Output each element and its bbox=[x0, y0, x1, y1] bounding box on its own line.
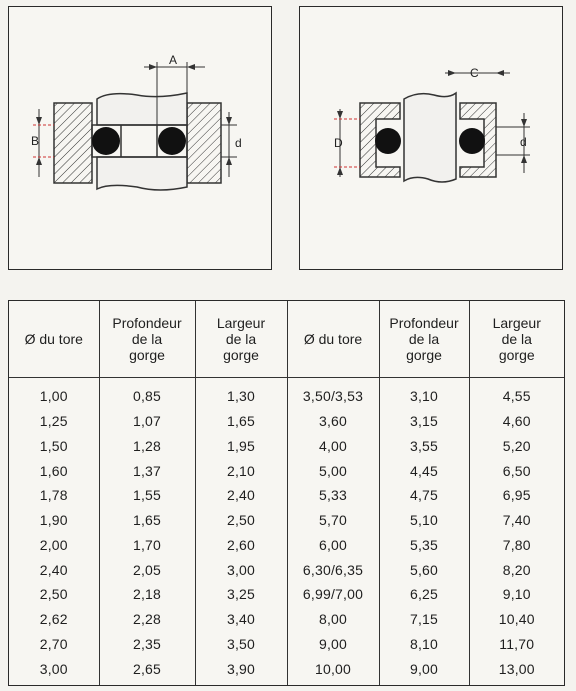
table-body bbox=[9, 378, 564, 686]
table-cell: 3,90 bbox=[195, 656, 287, 685]
groove-dimensions-table bbox=[8, 300, 565, 686]
table-cell: 1,30 bbox=[195, 378, 287, 409]
column-header-line: de la bbox=[408, 331, 440, 347]
table-cell: 5,20 bbox=[502, 437, 531, 454]
table-cell: 6,30/6,35 bbox=[287, 557, 379, 582]
table-row bbox=[9, 378, 564, 409]
table-cell: 4,75 bbox=[379, 483, 469, 508]
table-cell: 2,35 bbox=[99, 631, 195, 656]
o-ring-section-left bbox=[92, 127, 120, 155]
table-cell: 4,60 bbox=[502, 413, 531, 430]
table-row bbox=[9, 508, 564, 533]
dim-label-d-upper: D bbox=[334, 136, 343, 150]
table-cell: 9,10 bbox=[502, 586, 531, 603]
table-cell: 8,00 bbox=[287, 607, 379, 632]
groove-diagram-axial bbox=[8, 6, 272, 270]
table-cell: 1,65 bbox=[99, 508, 195, 533]
table-cell: 7,15 bbox=[379, 607, 469, 632]
table-cell: 2,40 bbox=[195, 483, 287, 508]
table-cell: 1,25 bbox=[9, 409, 99, 434]
table-row bbox=[9, 557, 564, 582]
dim-label-c: C bbox=[470, 66, 479, 80]
table-row bbox=[9, 607, 564, 632]
table-cell: 11,70 bbox=[499, 635, 535, 652]
table-cell: 5,60 bbox=[379, 557, 469, 582]
table-cell: 6,50 bbox=[502, 462, 531, 479]
table-cell: 5,00 bbox=[287, 458, 379, 483]
table-cell: 1,00 bbox=[9, 378, 99, 409]
table-row bbox=[9, 434, 564, 459]
table-cell: 2,50 bbox=[195, 508, 287, 533]
table-row bbox=[9, 458, 564, 483]
table-cell: 7,80 bbox=[502, 536, 531, 553]
table-cell: 6,25 bbox=[379, 582, 469, 607]
table-cell: 3,40 bbox=[195, 607, 287, 632]
column-header bbox=[379, 301, 469, 378]
table-cell: 1,65 bbox=[195, 409, 287, 434]
table-cell: 7,40 bbox=[502, 512, 531, 529]
table-cell: 1,60 bbox=[9, 458, 99, 483]
table-cell: 2,05 bbox=[99, 557, 195, 582]
table-cell: 8,20 bbox=[502, 561, 531, 578]
table-cell: 3,50/3,53 bbox=[287, 378, 379, 409]
column-header-line: de la bbox=[225, 331, 257, 347]
column-header-line: de la bbox=[131, 331, 163, 347]
table-cell: 2,50 bbox=[9, 582, 99, 607]
shaft-top bbox=[97, 93, 187, 125]
column-header-line: gorge bbox=[223, 347, 259, 363]
shaft bbox=[404, 93, 456, 182]
table-cell: 3,00 bbox=[9, 656, 99, 685]
groove-diagram-radial-drawing bbox=[300, 7, 562, 269]
column-header-line: gorge bbox=[406, 347, 442, 363]
groove-diagram-radial bbox=[299, 6, 563, 270]
shaft-bottom bbox=[97, 157, 187, 190]
table-cell: 5,35 bbox=[379, 532, 469, 557]
table-cell: 2,65 bbox=[99, 656, 195, 685]
table-row bbox=[9, 483, 564, 508]
table-cell: 6,00 bbox=[287, 532, 379, 557]
table-cell: 1,78 bbox=[9, 483, 99, 508]
table-cell: 1,37 bbox=[99, 458, 195, 483]
table-cell: 10,00 bbox=[287, 656, 379, 685]
column-header-line: Profondeur bbox=[112, 315, 182, 331]
table-cell: 5,70 bbox=[287, 508, 379, 533]
table-cell: 2,70 bbox=[9, 631, 99, 656]
table-cell: 3,00 bbox=[195, 557, 287, 582]
table-cell: 3,25 bbox=[195, 582, 287, 607]
dim-label-d-left: d bbox=[235, 136, 242, 150]
table-cell: 2,00 bbox=[9, 532, 99, 557]
table-cell: 6,99/7,00 bbox=[287, 582, 379, 607]
table-cell: 4,00 bbox=[287, 434, 379, 459]
table-row bbox=[9, 582, 564, 607]
table-cell: 5,33 bbox=[287, 483, 379, 508]
table-cell: 1,50 bbox=[9, 434, 99, 459]
table-cell: 2,62 bbox=[9, 607, 99, 632]
table-cell: 10,40 bbox=[498, 611, 535, 628]
table-cell: 3,15 bbox=[379, 409, 469, 434]
column-header-line: Ø du tore bbox=[24, 331, 83, 347]
table-header-row bbox=[9, 301, 564, 378]
column-header bbox=[469, 301, 564, 378]
o-ring-section-right bbox=[158, 127, 186, 155]
table-cell: 1,55 bbox=[99, 483, 195, 508]
table-cell: 1,70 bbox=[99, 532, 195, 557]
table-cell: 8,10 bbox=[379, 631, 469, 656]
table-cell: 3,10 bbox=[379, 378, 469, 409]
table-row bbox=[9, 532, 564, 557]
table-cell: 2,40 bbox=[9, 557, 99, 582]
column-header bbox=[195, 301, 287, 378]
table-cell: 2,18 bbox=[99, 582, 195, 607]
table-cell: 4,55 bbox=[502, 388, 531, 405]
table-cell: 3,55 bbox=[379, 434, 469, 459]
table-cell: 9,00 bbox=[379, 656, 469, 685]
table-cell: 3,60 bbox=[287, 409, 379, 434]
column-header bbox=[287, 301, 379, 378]
table-cell: 1,07 bbox=[99, 409, 195, 434]
table-cell: 13,00 bbox=[498, 660, 535, 677]
o-ring-section-right bbox=[459, 128, 485, 154]
column-header-line: de la bbox=[501, 331, 532, 347]
column-header-line: Ø du tore bbox=[303, 331, 363, 347]
table-cell: 2,10 bbox=[195, 458, 287, 483]
column-header bbox=[99, 301, 195, 378]
column-header-line: Largeur bbox=[216, 315, 266, 331]
table-cell: 5,10 bbox=[379, 508, 469, 533]
dim-label-a: A bbox=[169, 53, 178, 67]
column-header bbox=[9, 301, 99, 378]
table-cell: 4,45 bbox=[379, 458, 469, 483]
table-cell: 1,95 bbox=[195, 434, 287, 459]
o-ring-section-left bbox=[375, 128, 401, 154]
column-header-line: gorge bbox=[498, 347, 535, 363]
dim-label-d-right: d bbox=[520, 135, 527, 149]
table-row bbox=[9, 631, 564, 656]
table-cell: 1,28 bbox=[99, 434, 195, 459]
table-cell: 2,60 bbox=[195, 532, 287, 557]
dimensions-table bbox=[9, 301, 564, 685]
table-row bbox=[9, 409, 564, 434]
table-row bbox=[9, 656, 564, 685]
table-cell: 6,95 bbox=[502, 487, 531, 504]
housing-right bbox=[187, 103, 221, 183]
housing-left bbox=[54, 103, 92, 183]
table-cell: 9,00 bbox=[287, 631, 379, 656]
column-header-line: Largeur bbox=[492, 315, 541, 331]
groove-diagram-axial-drawing bbox=[9, 7, 271, 269]
table-cell: 2,28 bbox=[99, 607, 195, 632]
dim-label-b: B bbox=[31, 134, 40, 148]
column-header-line: gorge bbox=[129, 347, 165, 363]
table-cell: 0,85 bbox=[99, 378, 195, 409]
table-cell: 1,90 bbox=[9, 508, 99, 533]
table-cell: 3,50 bbox=[195, 631, 287, 656]
column-header-line: Profondeur bbox=[389, 315, 459, 331]
